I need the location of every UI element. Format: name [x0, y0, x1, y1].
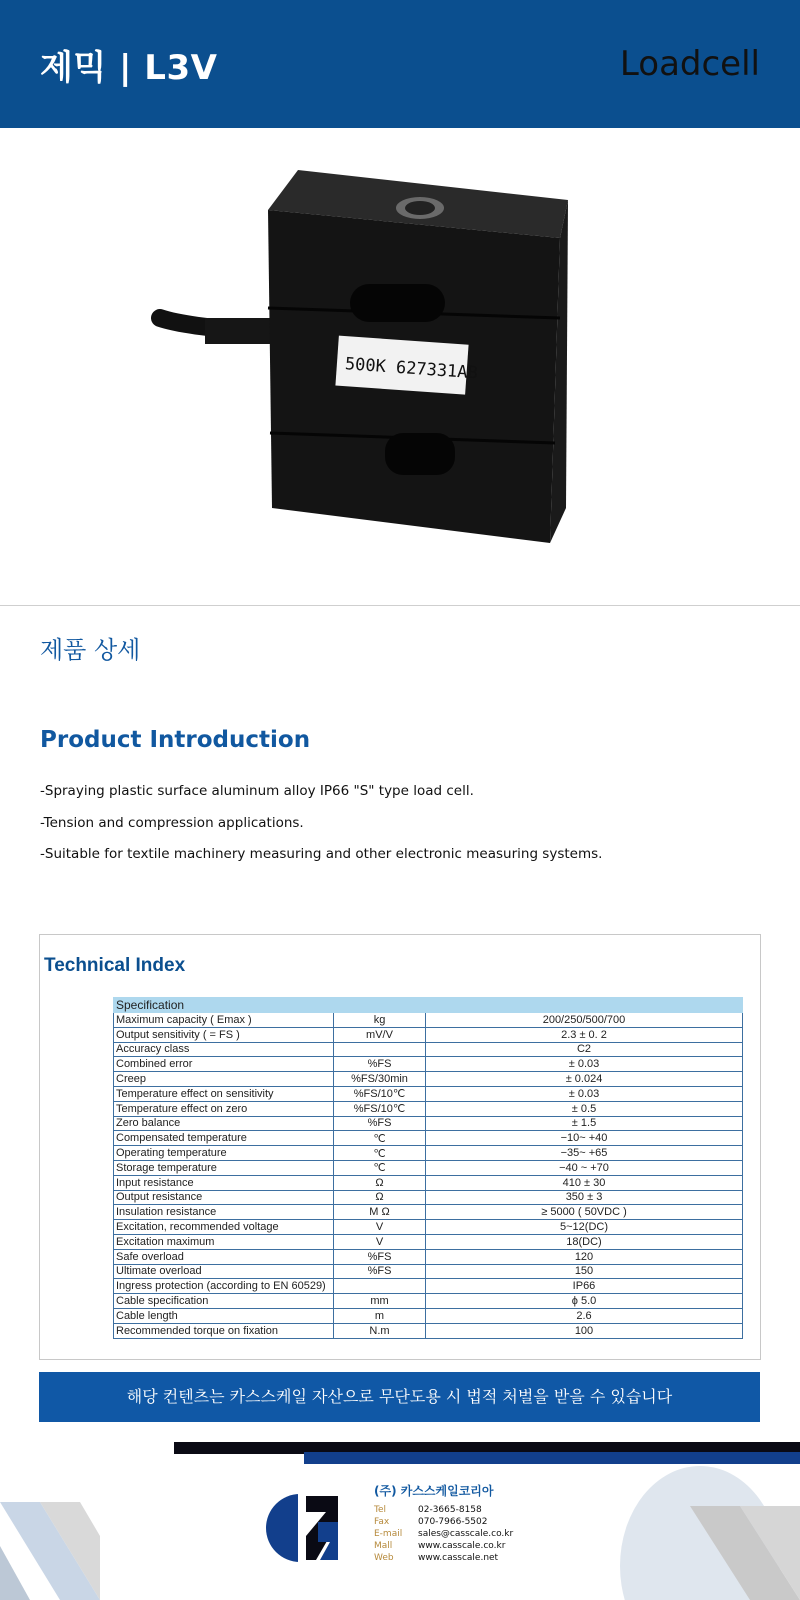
spec-row — [114, 1086, 743, 1101]
header-banner — [0, 0, 800, 128]
spec-unit: %FS — [334, 1249, 426, 1264]
spec-unit: V — [334, 1220, 426, 1235]
spec-row — [114, 1234, 743, 1249]
spec-unit: %FS — [334, 1264, 426, 1279]
spec-unit — [334, 1042, 426, 1057]
spec-parameter: Zero balance — [114, 1116, 334, 1131]
spec-unit: m — [334, 1308, 426, 1323]
spec-value: 2.3 ± 0. 2 — [426, 1027, 743, 1042]
spec-parameter: Maximum capacity ( Emax ) — [114, 1013, 334, 1028]
product-photo — [0, 128, 800, 606]
spec-parameter: Output sensitivity ( = FS ) — [114, 1027, 334, 1042]
contact-row — [374, 1528, 513, 1540]
spec-row — [114, 1175, 743, 1190]
spec-value: −40 ~ +70 — [426, 1160, 743, 1175]
spec-parameter: Output resistance — [114, 1190, 334, 1205]
contact-label: Web — [374, 1553, 394, 1563]
copyright-notice: 해당 컨텐츠는 카스스케일 자산으로 무단도용 시 법적 처벌을 받을 수 있습니다 — [39, 1372, 760, 1422]
spec-value: 150 — [426, 1264, 743, 1279]
spec-row — [114, 1323, 743, 1338]
contact-label: E-mail — [374, 1529, 403, 1539]
spec-unit: ℃ — [334, 1160, 426, 1175]
spec-row — [114, 1205, 743, 1220]
spec-row — [114, 1131, 743, 1146]
cas-logo-icon — [264, 1492, 344, 1564]
spec-row — [114, 1308, 743, 1323]
spec-row — [114, 1116, 743, 1131]
spec-parameter: Combined error — [114, 1057, 334, 1072]
spec-parameter: Recommended torque on fixation — [114, 1323, 334, 1338]
spec-row — [114, 1160, 743, 1175]
spec-unit — [334, 1279, 426, 1294]
spec-row — [114, 1027, 743, 1042]
contact-value[interactable]: www.casscale.net — [418, 1553, 499, 1563]
spec-parameter: Cable specification — [114, 1294, 334, 1309]
spec-unit: Ω — [334, 1190, 426, 1205]
category-label: Loadcell — [619, 44, 760, 84]
spec-value: −35~ +65 — [426, 1146, 743, 1161]
spec-value: 2.6 — [426, 1308, 743, 1323]
contact-row — [374, 1540, 513, 1552]
spec-parameter: Creep — [114, 1072, 334, 1087]
spec-table — [113, 997, 743, 1339]
spec-header: Specification — [114, 998, 743, 1013]
spec-unit: %FS/10℃ — [334, 1101, 426, 1116]
intro-title: Product Introduction — [40, 727, 311, 753]
spec-value: ± 0.5 — [426, 1101, 743, 1116]
spec-value: IP66 — [426, 1279, 743, 1294]
section-divider — [0, 605, 800, 606]
spec-value: 18(DC) — [426, 1234, 743, 1249]
spec-row — [114, 1279, 743, 1294]
spec-row — [114, 1057, 743, 1072]
spec-parameter: Safe overload — [114, 1249, 334, 1264]
contact-value: 02-3665-8158 — [418, 1505, 482, 1515]
spec-row — [114, 1264, 743, 1279]
spec-unit: N.m — [334, 1323, 426, 1338]
spec-row — [114, 1072, 743, 1087]
spec-parameter: Compensated temperature — [114, 1131, 334, 1146]
spec-parameter: Ingress protection (according to EN 60529) — [114, 1279, 334, 1294]
spec-parameter: Excitation maximum — [114, 1234, 334, 1249]
spec-value: ± 0.03 — [426, 1057, 743, 1072]
spec-row — [114, 1101, 743, 1116]
technical-index-title: Technical Index — [44, 955, 186, 976]
intro-item: -Suitable for textile machinery measuring and other electronic measuring systems. — [40, 846, 603, 862]
spec-value: ± 1.5 — [426, 1116, 743, 1131]
spec-header-row — [114, 998, 743, 1013]
spec-row — [114, 1294, 743, 1309]
spec-unit: V — [334, 1234, 426, 1249]
spec-unit: ℃ — [334, 1131, 426, 1146]
intro-item: -Spraying plastic surface aluminum alloy IP66 "S" type load cell. — [40, 783, 474, 799]
spec-parameter: Excitation, recommended voltage — [114, 1220, 334, 1235]
spec-parameter: Temperature effect on sensitivity — [114, 1086, 334, 1101]
spec-parameter: Storage temperature — [114, 1160, 334, 1175]
spec-value: C2 — [426, 1042, 743, 1057]
spec-parameter: Ultimate overload — [114, 1264, 334, 1279]
contact-value: 070-7966-5502 — [418, 1517, 488, 1527]
product-label: 500K 627331AB — [344, 354, 479, 384]
contact-list — [374, 1504, 513, 1564]
spec-unit: M Ω — [334, 1205, 426, 1220]
spec-value: ϕ 5.0 — [426, 1294, 743, 1309]
spec-value: 410 ± 30 — [426, 1175, 743, 1190]
spec-unit: mm — [334, 1294, 426, 1309]
spec-value: ≥ 5000 ( 50VDC ) — [426, 1205, 743, 1220]
section-heading-ko: 제품 상세 — [40, 636, 141, 664]
company-name: (주) 카스스케일코리아 — [374, 1484, 494, 1498]
spec-row — [114, 1249, 743, 1264]
spec-row — [114, 1146, 743, 1161]
spec-unit: %FS — [334, 1057, 426, 1072]
spec-value: ± 0.03 — [426, 1086, 743, 1101]
spec-parameter: Temperature effect on zero — [114, 1101, 334, 1116]
intro-list — [40, 780, 602, 875]
contact-label: Tel — [374, 1505, 387, 1515]
intro-item: -Tension and compression applications. — [40, 814, 304, 831]
spec-unit: mV/V — [334, 1027, 426, 1042]
contact-label: Fax — [374, 1517, 390, 1527]
contact-value[interactable]: www.casscale.co.kr — [418, 1541, 506, 1551]
page-title: 제믹 | L3V — [40, 48, 218, 88]
spec-row — [114, 1220, 743, 1235]
spec-unit: %FS/10℃ — [334, 1086, 426, 1101]
contact-label: Mall — [374, 1541, 393, 1551]
spec-value: 350 ± 3 — [426, 1190, 743, 1205]
contact-row — [374, 1552, 513, 1564]
spec-row — [114, 1013, 743, 1028]
spec-parameter: Insulation resistance — [114, 1205, 334, 1220]
spec-value: 120 — [426, 1249, 743, 1264]
spec-row — [114, 1190, 743, 1205]
spec-value: −10~ +40 — [426, 1131, 743, 1146]
spec-parameter: Cable length — [114, 1308, 334, 1323]
contact-value[interactable]: sales@casscale.co.kr — [418, 1529, 514, 1539]
spec-row — [114, 1042, 743, 1057]
contact-row — [374, 1504, 513, 1516]
spec-value: ± 0.024 — [426, 1072, 743, 1087]
spec-parameter: Accuracy class — [114, 1042, 334, 1057]
loadcell-image — [0, 128, 800, 606]
decor-bar-blue — [304, 1452, 800, 1464]
spec-value: 200/250/500/700 — [426, 1013, 743, 1028]
spec-unit: Ω — [334, 1175, 426, 1190]
spec-value: 5~12(DC) — [426, 1220, 743, 1235]
spec-parameter: Input resistance — [114, 1175, 334, 1190]
spec-unit: ℃ — [334, 1146, 426, 1161]
technical-index-panel — [39, 934, 761, 1360]
spec-parameter: Operating temperature — [114, 1146, 334, 1161]
spec-unit: kg — [334, 1013, 426, 1028]
spec-unit: %FS — [334, 1116, 426, 1131]
spec-value: 100 — [426, 1323, 743, 1338]
contact-row — [374, 1516, 513, 1528]
spec-unit: %FS/30min — [334, 1072, 426, 1087]
